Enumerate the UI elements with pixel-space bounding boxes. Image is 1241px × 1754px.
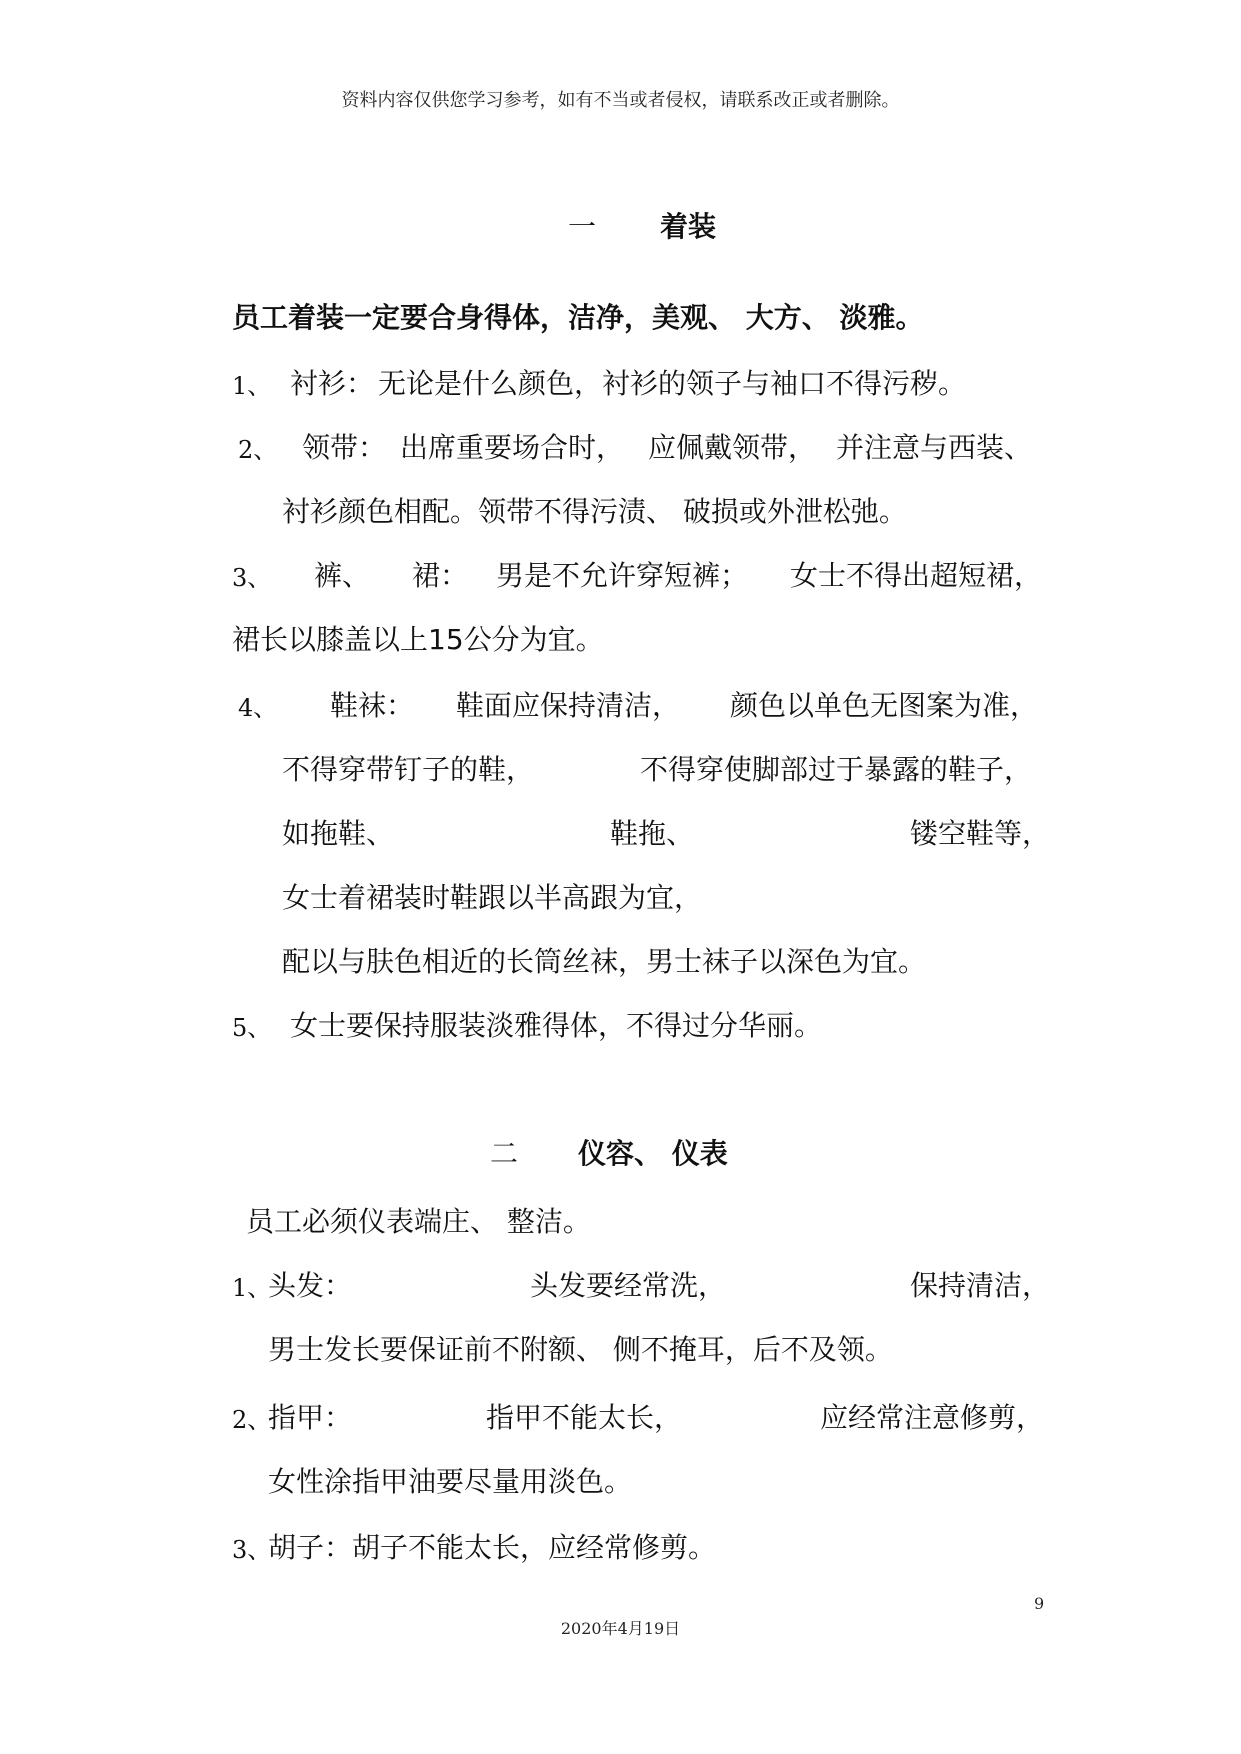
item-text: 胡子：胡子不能太长，应经常修剪。 bbox=[268, 1531, 717, 1564]
item-text: 应经常注意修剪， bbox=[820, 1401, 1045, 1434]
item-text: 指甲不能太长， bbox=[486, 1401, 683, 1434]
item-continuation: 配以与肤色相近的长筒丝袜，男士袜子以深色为宜。 bbox=[282, 945, 927, 978]
section1-title: 着装 bbox=[660, 210, 717, 243]
item-text: 并注意与西装、 bbox=[836, 431, 1033, 464]
item-label: 鞋袜： bbox=[330, 689, 415, 722]
item-continuation: 鞋拖、 bbox=[610, 817, 695, 850]
item-text: 保持清洁， bbox=[910, 1269, 1051, 1302]
section1-numeral: 一 bbox=[568, 210, 597, 243]
section2-numeral: 二 bbox=[490, 1137, 519, 1170]
item-label: 裤、 bbox=[314, 559, 371, 592]
item-label: 裙： bbox=[412, 559, 469, 592]
section1-intro: 员工着装一定要合身得体，洁净，美观、 大方、 淡雅。 bbox=[232, 301, 924, 334]
item-number: 2、 bbox=[238, 436, 278, 464]
section2-intro: 员工必须仪表端庄、 整洁。 bbox=[246, 1205, 591, 1238]
item-label: 指甲： bbox=[268, 1401, 353, 1434]
item-text: 无论是什么颜色，衬衫的领子与袖口不得污秽。 bbox=[378, 367, 967, 400]
item-text: 应佩戴领带， bbox=[648, 431, 817, 464]
item-continuation: 不得穿带钉子的鞋， bbox=[282, 753, 535, 786]
item-number: 3、 bbox=[232, 1536, 272, 1564]
item-continuation: 镂空鞋等， bbox=[910, 817, 1051, 850]
item-text: 鞋面应保持清洁， bbox=[456, 689, 681, 722]
item-label: 头发： bbox=[268, 1269, 353, 1302]
item-text: 女士要保持服装淡雅得体，不得过分华丽。 bbox=[290, 1009, 823, 1042]
item-continuation: 衬衫颜色相配。领带不得污渍、 破损或外泄松弛。 bbox=[282, 495, 907, 528]
item-number: 4、 bbox=[238, 694, 278, 722]
item-text: 出席重要场合时， bbox=[400, 431, 625, 464]
item-number: 5、 bbox=[232, 1014, 272, 1042]
item-label: 领带： bbox=[302, 431, 387, 464]
item-text: 头发要经常洗， bbox=[530, 1269, 727, 1302]
item-continuation: 女士着裙装时鞋跟以半高跟为宜， bbox=[282, 881, 703, 914]
header-notice: 资料内容仅供您学习参考，如有不当或者侵权，请联系改正或者删除。 bbox=[341, 90, 900, 111]
item-label: 衬衫： bbox=[290, 367, 375, 400]
item-text: 颜色以单色无图案为准， bbox=[730, 689, 1039, 722]
page-number: 9 bbox=[1034, 1594, 1045, 1613]
footer-date: 2020年4月19日 bbox=[560, 1619, 681, 1638]
item-continuation: 如拖鞋、 bbox=[282, 817, 395, 850]
item-continuation: 不得穿使脚部过于暴露的鞋子， bbox=[640, 753, 1033, 786]
item-continuation: 男士发长要保证前不附额、 侧不掩耳，后不及领。 bbox=[268, 1333, 893, 1366]
item-text: 女士不得出超短裙， bbox=[790, 559, 1043, 592]
section2-title: 仪容、 仪表 bbox=[578, 1137, 728, 1170]
item-number: 1、 bbox=[232, 372, 272, 400]
item-number: 1、 bbox=[232, 1274, 272, 1302]
item-number: 3、 bbox=[232, 564, 272, 592]
item-continuation: 裙长以膝盖以上15公分为宜。 bbox=[232, 623, 604, 656]
item-continuation: 女性涂指甲油要尽量用淡色。 bbox=[268, 1465, 633, 1498]
item-text: 男是不允许穿短裤； bbox=[496, 559, 749, 592]
item-number: 2、 bbox=[232, 1406, 272, 1434]
